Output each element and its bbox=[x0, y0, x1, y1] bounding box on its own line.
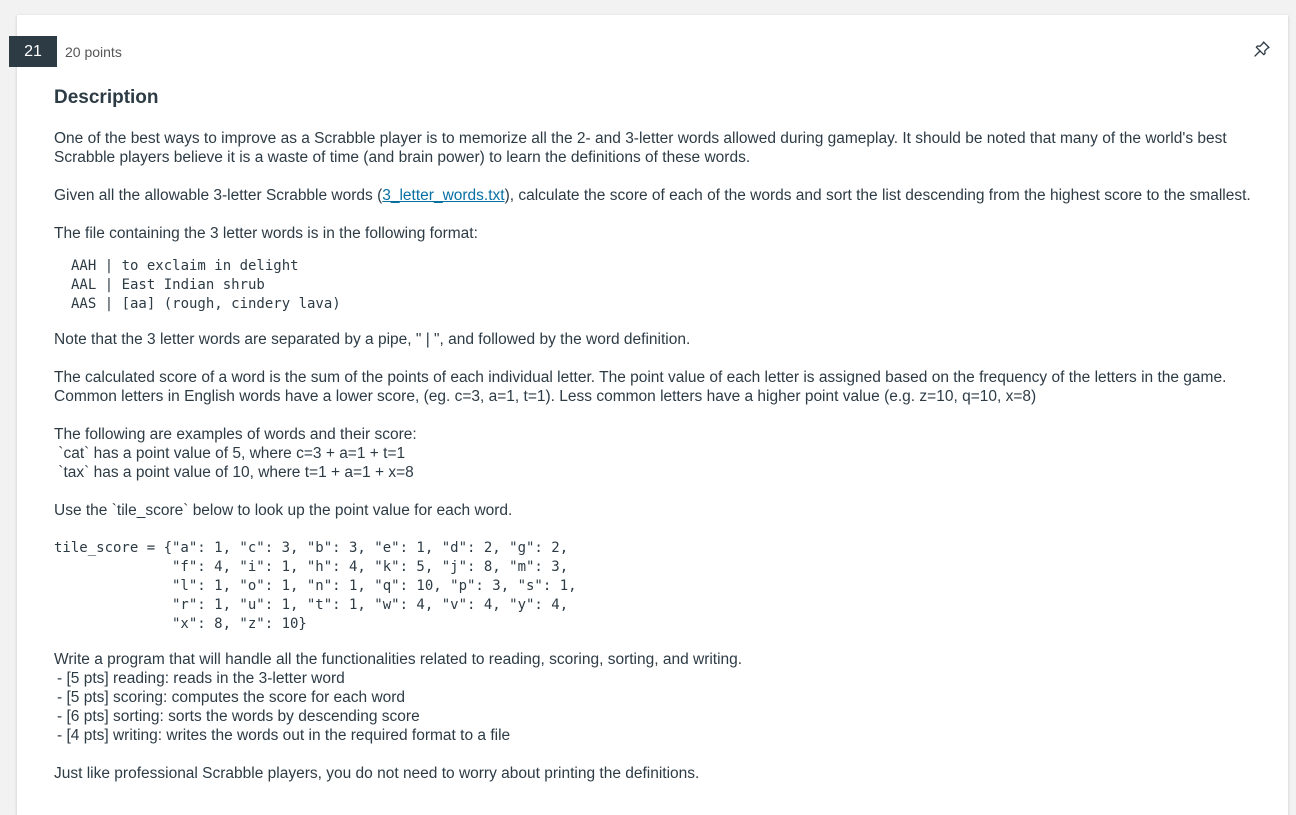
words-file-link[interactable]: 3_letter_words.txt bbox=[382, 187, 505, 204]
format-intro: The file containing the 3 letter words is in the following format: bbox=[54, 225, 478, 242]
program-intro: Write a program that will handle all the functionalities related to reading, scoring, sorting, and writing. bbox=[54, 651, 743, 668]
score-explanation: The calculated score of a word is the sum of the points of each individual letter. The point value of each letter is assigned based on the frequency of the letters in the game. Common letters in English words have a lower score, (eg. c=3, a=1, t=1). Less common letters have a higher point value (e.g. z=10, q=10, x=8) bbox=[54, 369, 1227, 405]
example-line: `tax` has a point value of 10, where t=1 + a=1 + x=8 bbox=[54, 464, 414, 481]
description-heading: Description bbox=[54, 87, 159, 108]
pin-icon[interactable] bbox=[1253, 40, 1271, 58]
tile-score-intro: Use the `tile_score` below to look up the point value for each word. bbox=[54, 502, 513, 519]
question-content bbox=[54, 86, 1274, 802]
tile-score-line: tile_score = {"a": 1, "c": 3, "b": 3, "e": 1, "d": 2, "g": 2, bbox=[54, 540, 569, 556]
format-line: AAL | East Indian shrub bbox=[71, 277, 265, 293]
task-text-after: ), calculate the score of each of the words and sort the list descending from the highest score to the smallest. bbox=[504, 187, 1251, 204]
task-text-before: Given all the allowable 3-letter Scrabble words ( bbox=[54, 187, 383, 204]
tile-score-code bbox=[54, 539, 1274, 634]
examples-intro: The following are examples of words and their score: bbox=[54, 426, 417, 443]
tile-score-line: "x": 8, "z": 10} bbox=[54, 616, 307, 632]
question-points: 20 points bbox=[65, 44, 122, 60]
example-line: `cat` has a point value of 5, where c=3 + a=1 + t=1 bbox=[54, 445, 406, 462]
format-line: AAH | to exclaim in delight bbox=[71, 258, 299, 274]
tile-score-line: "f": 4, "i": 1, "h": 4, "k": 5, "j": 8, "m": 3, bbox=[54, 559, 569, 575]
requirement-item: - [5 pts] reading: reads in the 3-letter word bbox=[57, 670, 345, 687]
examples-block bbox=[54, 425, 1274, 482]
format-code-block bbox=[54, 257, 1274, 314]
intro-paragraph: One of the best ways to improve as a Scrabble player is to memorize all the 2- and 3-letter words allowed during gameplay. It should be noted that many of the world's best Scrabble players believe it is a waste of time (and brain power) to learn the definitions of these words. bbox=[54, 130, 1227, 166]
tile-score-line: "r": 1, "u": 1, "t": 1, "w": 4, "v": 4, "y": 4, bbox=[54, 597, 569, 613]
requirement-item: - [4 pts] writing: writes the words out in the required format to a file bbox=[57, 727, 511, 744]
requirement-item: - [6 pts] sorting: sorts the words by descending score bbox=[57, 708, 420, 725]
requirement-item: - [5 pts] scoring: computes the score for each word bbox=[57, 689, 406, 706]
pipe-note: Note that the 3 letter words are separated by a pipe, " | ", and followed by the word definition. bbox=[54, 331, 691, 348]
program-requirements bbox=[54, 650, 1274, 745]
format-line: AAS | [aa] (rough, cindery lava) bbox=[71, 296, 341, 312]
task-paragraph bbox=[54, 186, 1274, 205]
question-number: 21 bbox=[9, 36, 57, 67]
tile-score-line: "l": 1, "o": 1, "n": 1, "q": 10, "p": 3, "s": 1, bbox=[54, 578, 577, 594]
closing-note: Just like professional Scrabble players, you do not need to worry about printing the definitions. bbox=[54, 765, 700, 782]
